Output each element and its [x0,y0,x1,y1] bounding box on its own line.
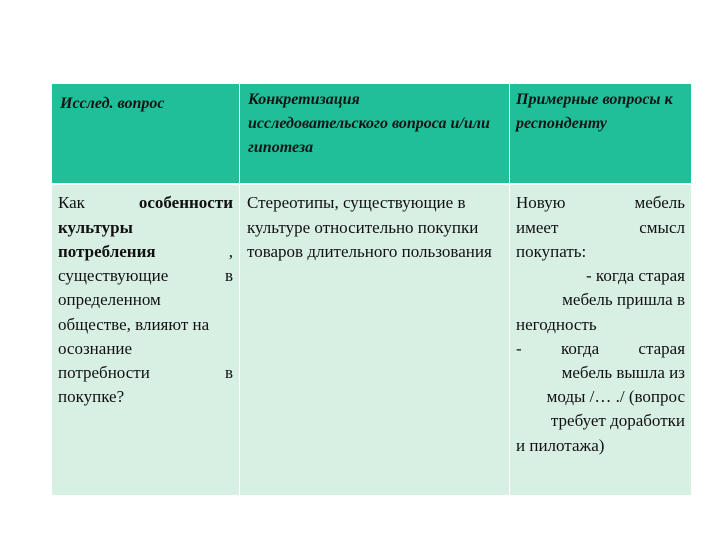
rq-line: покупке? [58,387,125,407]
header-cell-research-question [52,84,240,184]
respondent-questions-text [510,185,691,457]
rsp-line: и пилотажа) [516,435,605,455]
rsp-line: покупать: [516,241,587,261]
header-respondent-questions: Примерные вопросы к респонденту [516,91,673,132]
rsp-line: - когда старая [586,266,685,286]
rq-line: существующие в [58,266,233,286]
header-cell-respondent-questions [510,84,692,184]
rq-line: культуры [58,217,133,237]
research-questions-table [51,84,692,495]
rq-line: осознание [58,338,133,358]
research-question-text [52,185,239,409]
cell-research-question [52,184,240,495]
hypothesis-text: Стереотипы, существующие в культуре относительно покупки товаров длительного пользования [247,193,492,261]
header-hypothesis: Конкретизация исследовательского вопроса и/или гипотеза [248,91,490,156]
rq-line: потребности в [58,362,233,382]
rsp-line: мебель пришла в [562,290,685,310]
rsp-line: Новую мебель [516,193,685,213]
cell-respondent-questions [510,184,692,495]
cell-hypothesis [240,184,510,495]
rsp-line: негодность [516,314,597,334]
rsp-line: имеет смысл [516,217,685,237]
rsp-line: - когда старая [516,338,686,358]
rsp-line: требует доработки [550,411,685,431]
rq-line: Как особенности [58,193,233,213]
table-row [52,184,692,495]
rsp-line: моды /… ./ (вопрос [546,387,685,407]
rq-line: потребления , [58,241,233,261]
table-header-row [52,84,692,184]
rq-line: обществе, влияют на [58,314,210,334]
rsp-line: мебель вышла из [561,362,685,382]
rq-line: определенном [58,290,161,310]
header-cell-hypothesis [240,84,510,184]
header-research-question: Исслед. вопрос [60,95,165,112]
